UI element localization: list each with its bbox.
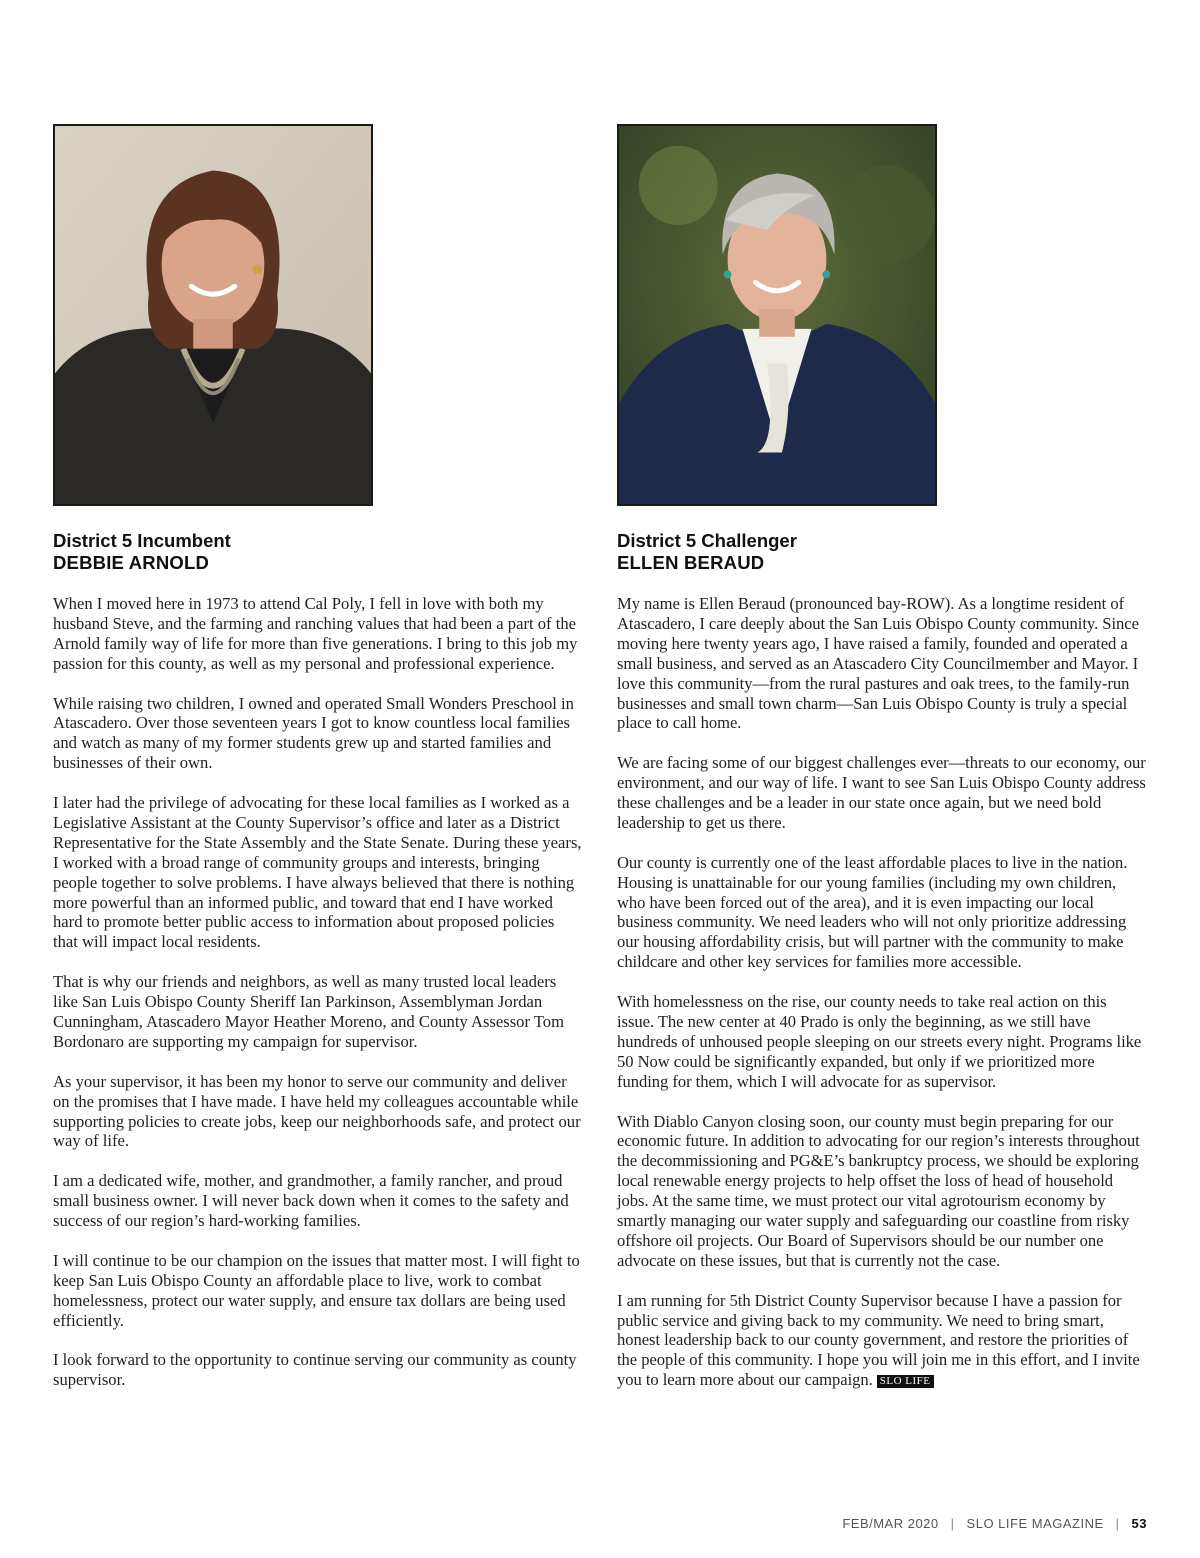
challenger-portrait-photo	[617, 124, 937, 506]
challenger-column	[617, 124, 1147, 1410]
incumbent-column	[53, 124, 583, 1410]
page-footer	[842, 1516, 1147, 1531]
statement-paragraph: While raising two children, I owned and operated Small Wonders Preschool in Atascadero. Over those seventeen years I got to know countless local families and watch as many of my former students grew up and started families and businesses of their own.	[53, 693, 574, 773]
statement-paragraph: When I moved here in 1973 to attend Cal Poly, I fell in love with both my husband Steve, and the farming and ranching values that had been a part of the Arnold family way of life for more than five generations. I bring to this job my passion for this county, as well as my personal and professional experience.	[53, 594, 578, 673]
incumbent-portrait-photo	[53, 124, 373, 506]
statement-paragraph: We are facing some of our biggest challenges ever—threats to our economy, our environment, and our way of life. I want to see San Luis Obispo County address these challenges and be a leader in our state once again, but we need bold leadership to get us there.	[617, 753, 1146, 832]
slo-life-end-mark: SLO LIFE	[877, 1375, 934, 1388]
footer-separator: |	[1115, 1516, 1120, 1531]
statement-paragraph: My name is Ellen Beraud (pronounced bay-ROW). As a longtime resident of Atascadero, I care deeply about the San Luis Obispo County community. Since moving here twenty years ago, I have raised a family, founded and operated a small business, and served as an Atascadero City Councilmember and Mayor. I love this community—from the rural pastures and oak trees, to the family-run businesses and small town charm—San Luis Obispo County is truly a special place to call home.	[617, 594, 1139, 733]
footer-magazine-name: SLO LIFE MAGAZINE	[966, 1516, 1104, 1531]
challenger-role-heading: District 5 Challenger	[617, 530, 797, 551]
incumbent-role-heading: District 5 Incumbent	[53, 530, 231, 551]
statement-paragraph: I later had the privilege of advocating for these local families as I worked as a Legislative Assistant at the County Supervisor’s office and later as a District Representative for the State Assembly and the State Senate. During these years, I worked with a broad range of community groups and interests, bringing people together to solve problems. I have always believed that there is nothing more powerful than an informed public, and toward that end I have worked hard to promote better public access to information about proposed policies that will impact local residents.	[53, 793, 582, 952]
statement-paragraph-final	[617, 1291, 1147, 1391]
challenger-statement	[617, 594, 1147, 1390]
statement-paragraph: With Diablo Canyon closing soon, our county must begin preparing for our economic future. In addition to advocating for our region’s interests throughout the decommissioning and PG&E’s bankruptcy process, we should be exploring local renewable energy projects to help offset the loss of head of household jobs. At the same time, we must protect our vital agrotourism economy by smartly managing our water supply and safeguarding our coastline from risky offshore oil projects. Our Board of Supervisors should be our number one advocate on these issues, but that is currently not the case.	[617, 1111, 1140, 1270]
statement-paragraph: I will continue to be our champion on the issues that matter most. I will fight to keep San Luis Obispo County an affordable place to live, work to combat homelessness, protect our water supply, and ensure tax dollars are being used efficiently.	[53, 1250, 580, 1330]
incumbent-name: DEBBIE ARNOLD	[53, 552, 210, 573]
page-number: 53	[1131, 1516, 1147, 1531]
challenger-name: ELLEN BERAUD	[617, 552, 765, 573]
statement-paragraph: That is why our friends and neighbors, as well as many trusted local leaders like San Luis Obispo County Sheriff Ian Parkinson, Assemblyman Jordan Cunningham, Atascadero Mayor Heather Moreno, and County Assessor Tom Bordonaro are supporting my campaign for supervisor.	[53, 972, 565, 1051]
final-paragraph-text: I am running for 5th District County Supervisor because I have a passion for public service and giving back to my community. We need to bring smart, honest leadership back to our county government, and restore the priorities of the people of this community. I hope you will join me in this effort, and I invite you to learn more about our campaign.	[617, 1290, 1140, 1390]
statement-paragraph: As your supervisor, it has been my honor to serve our community and deliver on the promises that I have made. I have held my colleagues accountable while supporting policies to create jobs, keep our neighborhoods safe, and protect our way of life.	[53, 1071, 581, 1151]
statement-paragraph: Our county is currently one of the least affordable places to live in the nation. Housing is unattainable for our young families (including my own children, who have been forced out of the area), and it is even impacting our local business community. We need leaders who will not only prioritize addressing our housing affordability crisis, but will partner with the community to make childcare and other key services for families more accessible.	[617, 852, 1128, 972]
footer-issue-date: FEB/MAR 2020	[842, 1516, 939, 1531]
footer-separator: |	[950, 1516, 955, 1531]
statement-paragraph: With homelessness on the rise, our county needs to take real action on this issue. The new center at 40 Prado is only the beginning, as we still have hundreds of unhoused people sleeping on our streets every night. Programs like 50 Now could be significantly expanded, but only if we prioritized more funding for them, which I will advocate for as supervisor.	[617, 992, 1142, 1091]
statement-paragraph: I look forward to the opportunity to continue serving our community as county supervisor.	[53, 1350, 577, 1390]
statement-paragraph: I am a dedicated wife, mother, and grandmother, a family rancher, and proud small business owner. I will never back down when it comes to the safety and success of our region’s hard-working families.	[53, 1171, 569, 1231]
incumbent-statement	[53, 594, 583, 1390]
